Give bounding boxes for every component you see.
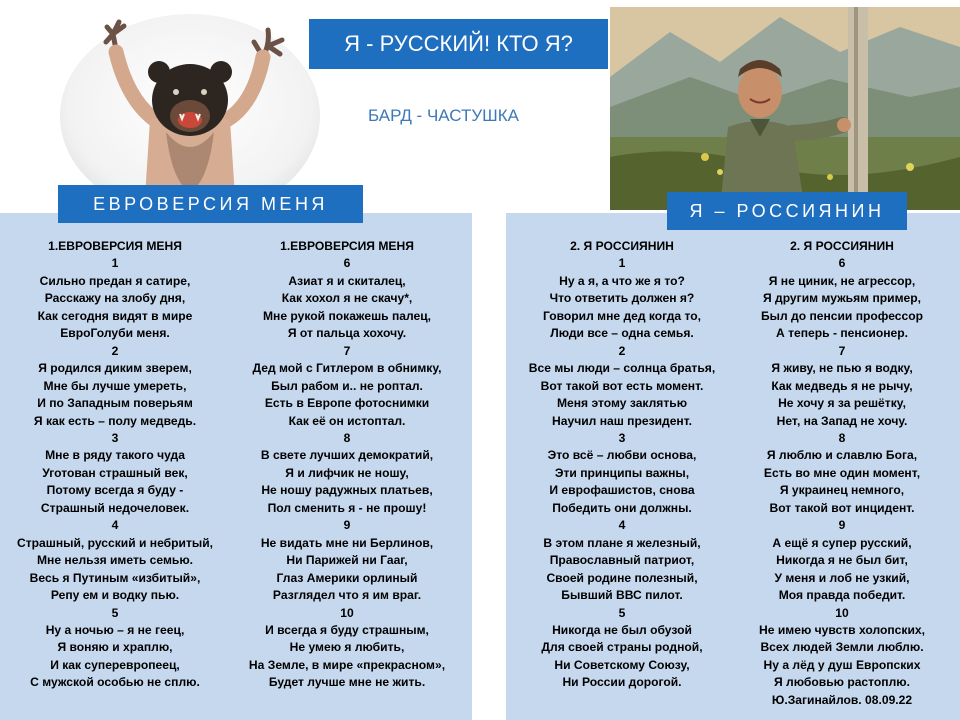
poem-line: Я воняю и храплю, [57,640,173,655]
poem-line: И как суперевропеец, [50,657,180,672]
poem-line: Никогда я не был бит, [776,553,908,568]
poem-line: Как сегодня видят в мире [37,308,193,323]
poem-line: Уготован страшный век, [42,465,188,480]
poem-line: Был рабом и.. не роптал. [271,378,423,393]
poem-line: Страшный, русский и небритый, [16,535,214,550]
poem-line: 6 [343,256,351,271]
poem-column-4 [730,238,954,709]
poem-line: Все мы люди – солнца братья, [528,361,716,376]
poem-line: Не ношу радужных платьев, [261,483,433,498]
poem-line: В этом плане я железный, [543,535,701,550]
poem-column-2 [226,238,468,692]
poem-line: Был до пенсии профессор [760,308,924,323]
poem-line: 9 [838,518,846,533]
poem-line: 5 [618,605,626,620]
poem-line: И всегда я буду страшным, [265,622,429,637]
poem-line: 3 [111,430,119,445]
poem-line: Дед мой с Гитлером в обнимку, [252,361,442,376]
poem-line: Я как есть – полу медведь. [33,413,197,428]
poem-line: И по Западным поверьям [37,396,193,411]
poem-line: Как медведь я не рычу, [771,378,913,393]
poem-line: 10 [835,605,849,620]
poem-line: Есть во мне один момент, [763,465,921,480]
poem-line: Как её он истоптал. [288,413,406,428]
poem-line: Мне в ряду такого чуда [45,448,185,463]
poem-line: 1.ЕВРОВЕРСИЯ МЕНЯ [280,239,414,253]
poem-line: 1 [618,256,626,271]
right-section-label: Я – РОССИЯНИН [667,192,907,230]
poem-line: Репу ем и водку пью. [50,588,180,603]
poem-line: 4 [111,518,119,533]
poem-line: Своей родине полезный, [546,570,698,585]
poem-line: У меня и лоб не узкий, [774,570,910,585]
poem-line: Моя правда победит. [778,588,906,603]
poem-line: 8 [343,430,351,445]
poem-line: Я и лифчик не ношу, [285,465,409,480]
poem-line: Победить они должны. [552,500,692,515]
poem-line: Я другим мужьям пример, [762,291,922,306]
poem-line: 2 [618,343,626,358]
poem-line: 5 [111,605,119,620]
poem-line: Пол сменить я - не прошу! [267,500,427,515]
poem-line: 6 [838,256,846,271]
poem-line: Мне бы лучше умереть, [43,378,187,393]
poem-line: Мне рукой покажешь палец, [262,308,432,323]
poem-line: Для своей страны родной, [541,640,703,655]
poem-line: 7 [838,343,846,358]
poem-line: Ни Парижей ни Гааг, [286,553,408,568]
poem-line: Мне нельзя иметь семью. [36,553,194,568]
poem-line: 1.ЕВРОВЕРСИЯ МЕНЯ [48,239,182,253]
page-subtitle: БАРД - ЧАСТУШКА [368,106,519,125]
poem-line: Не умею я любить, [289,640,405,655]
poem-line: Страшный недочеловек. [40,500,190,515]
left-section-label: ЕВРОВЕРСИЯ МЕНЯ [58,185,363,223]
poem-line: Я украинец немного, [779,483,905,498]
poem-line: 4 [618,518,626,533]
poem-line: Я любовью растоплю. [774,675,910,690]
poem-line: 3 [618,430,626,445]
poem-line: Я люблю и славлю Бога, [766,448,918,463]
poem-line: Есть в Европе фотоснимки [264,396,430,411]
poem-line: Азиат я и скиталец, [288,273,406,288]
poem-line: 2 [111,343,119,358]
poem-line: А ещё я супер русский, [772,535,912,550]
poem-line: 8 [838,430,846,445]
poem-line: Научил наш президент. [552,413,692,428]
poem-line: Люди все – одна семья. [550,326,694,341]
poem-line: Вот такой вот есть момент. [540,378,704,393]
poem-line: 2. Я РОССИЯНИН [570,239,674,253]
poem-line: Меня этому заклятью [556,396,688,411]
poem-line: Как хохол я не скачу*, [281,291,413,306]
poem-line: Не хочу я за решётку, [778,396,906,411]
poem-line: 1 [111,256,119,271]
poem-line: Говорил мне дед когда то, [542,308,702,323]
poem-line: 10 [340,605,354,620]
poem-line: Я не циник, не агрессор, [768,273,916,288]
poem-line: Что ответить должен я? [549,291,695,306]
poem-line: Я родился диким зверем, [38,361,192,376]
poem-line: С мужской особью не сплю. [30,675,200,690]
poem-line: Ю.Загинайлов. 08.09.22 [771,692,913,707]
poem-line: В свете лучших демократий, [260,448,434,463]
poem-line: Вот такой вот инцидент. [769,500,915,515]
poem-line: Глаз Америки орлиный [276,570,418,585]
bear-man-image [58,12,322,212]
poem-line: Бывший ВВС пилот. [561,588,683,603]
poem-line: Никогда не был обузой [552,622,692,637]
poem-line: ЕвроГолуби меня. [60,326,170,341]
poem-column-3 [510,238,734,692]
poem-line: 7 [343,343,351,358]
poem-column-1 [0,238,230,692]
page-title: Я - РУССКИЙ! КТО Я? [309,19,608,69]
poem-line: Не видать мне ни Берлинов, [260,535,434,550]
poem-line: Сильно предан я сатире, [39,273,191,288]
poem-line: Ну а я, а что же я то? [559,273,685,288]
poem-line: Потому всегда я буду - [46,483,184,498]
poem-line: 2. Я РОССИЯНИН [790,239,894,253]
poem-line: А теперь - пенсионер. [775,326,908,341]
poem-line: Ни Советскому Союзу, [554,657,690,672]
poem-line: Весь я Путиным «избитый», [29,570,201,585]
poem-line: Нет, на Запад не хочу. [776,413,908,428]
painting-image [610,7,960,210]
poem-line: И еврофашистов, снова [549,483,695,498]
poem-line: Эти принципы важны, [554,465,690,480]
poem-line: Православный патриот, [549,553,695,568]
poem-line: 9 [343,518,351,533]
poem-line: Я от пальца хохочу. [287,326,407,341]
poem-line: Я живу, не пью я водку, [771,361,913,376]
poem-line: На Земле, в мире «прекрасном», [248,657,446,672]
poem-line: Всех людей Земли люблю. [760,640,924,655]
poem-line: Не имею чувств холопских, [759,622,925,637]
poem-line: Будет лучше мне не жить. [268,675,426,690]
poem-line: Расскажу на злобу дня, [44,291,186,306]
poem-line: Разглядел что я им враг. [272,588,422,603]
poem-line: Ну а ночью – я не геец, [45,622,185,637]
poem-line: Ни России дорогой. [562,675,682,690]
poem-line: Ну а лёд у душ Европских [763,657,921,672]
poem-line: Это всё – любви основа, [547,448,697,463]
